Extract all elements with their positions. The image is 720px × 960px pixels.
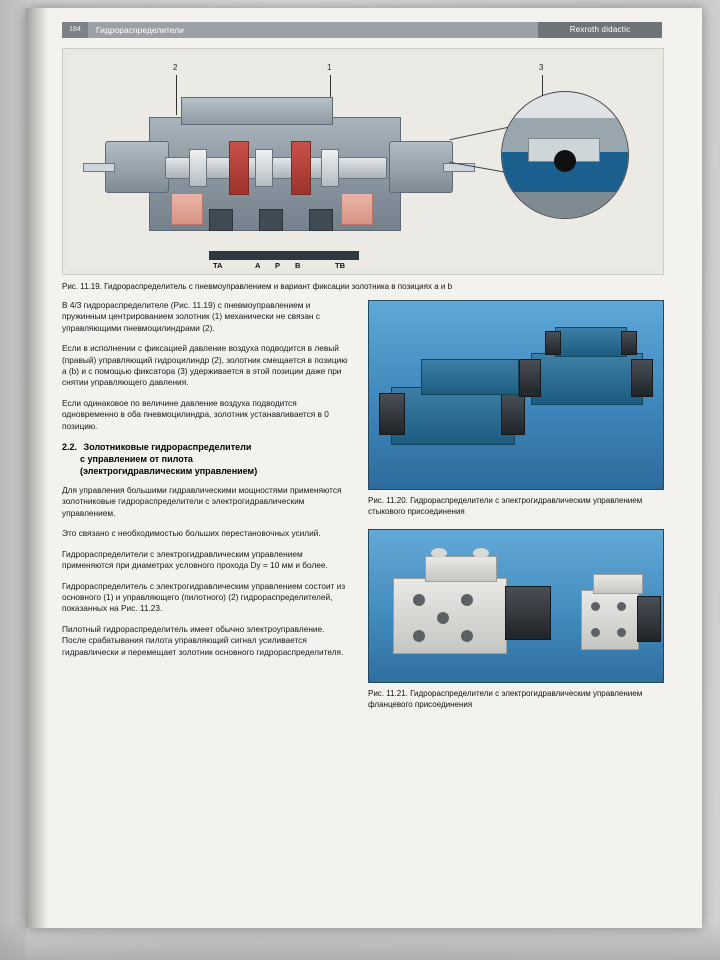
paragraph-7: Гидрораспределитель с электрогидравлическим управлением состоит из основного (1) и управляющего (пилотного) (2) гидрораспределителей, показанных на Рис. 11.23. xyxy=(62,580,346,614)
port-cavity-p xyxy=(259,209,283,231)
section-title-line3: (электрогидравлическим управлением) xyxy=(80,466,258,477)
callout-2: 2 xyxy=(173,63,178,72)
section-title-line2: с управлением от пилота xyxy=(80,454,193,465)
spool-land-1 xyxy=(189,149,207,187)
page-content xyxy=(62,22,662,912)
mount-hole-4 xyxy=(461,630,473,642)
seal-right xyxy=(341,193,373,225)
port-cavity-a xyxy=(209,209,233,231)
port-label-p: P xyxy=(275,261,281,270)
mount-hole-6 xyxy=(591,602,600,611)
port-fitting-1 xyxy=(431,548,447,558)
pilot-valve-2 xyxy=(555,327,627,357)
seal-left xyxy=(171,193,203,225)
paragraph-5: Это связано с необходимостью больших перестановочных усилий. xyxy=(62,528,321,539)
photo-11-20 xyxy=(368,300,664,490)
port-base-plate xyxy=(209,251,359,260)
solenoid-coil-right-2 xyxy=(631,359,653,397)
mount-hole-7 xyxy=(617,602,626,611)
port-label-a: A xyxy=(255,261,261,270)
photo-11-20-caption: Рис. 11.20. Гидрораспределители с электрогидравлическим управлением стыкового присоединения xyxy=(368,496,643,516)
port-fitting-2 xyxy=(473,548,489,558)
spool-land-2 xyxy=(255,149,273,187)
spool-land-3 xyxy=(321,149,339,187)
photo-11-21 xyxy=(368,529,664,683)
page-number: 184 xyxy=(62,22,88,38)
solenoid-coil-left-2 xyxy=(519,359,541,397)
flange-valve-body-2 xyxy=(581,590,639,650)
spring-chamber-left xyxy=(229,141,249,195)
callout-1: 1 xyxy=(327,63,332,72)
mount-hole-1 xyxy=(413,594,425,606)
solenoid-coil-flange-2 xyxy=(637,596,661,642)
paragraph-6: Гидрораспределители с электрогидравлическим управлением применяются при диаметрах условного прохода Dу = 10 мм и более. xyxy=(62,548,328,571)
detail-circle-3 xyxy=(501,91,629,219)
mount-hole-8 xyxy=(591,628,600,637)
piston-rod-left xyxy=(83,163,115,172)
paragraph-1: В 4/3 гидрораспределителе (Рис. 11.19) с пневмоуправлением и пружинным центрированием золотник (1) механически не связан с управляющими пневмоцилиндрами (2). xyxy=(62,300,320,333)
page-header xyxy=(62,22,662,38)
left-column xyxy=(62,300,350,667)
valve-top-cover xyxy=(181,97,333,125)
pilot-coil-right-2 xyxy=(621,331,637,355)
solenoid-coil-right-1 xyxy=(501,393,525,435)
section-heading xyxy=(62,441,350,477)
port-label-b: B xyxy=(295,261,301,270)
paragraph-3: Если одинаковое по величине давление воздуха подводится одновременно в оба пневмоцилиндра, золотник устанавливается в 0 позицию. xyxy=(62,397,329,431)
right-column xyxy=(368,300,662,710)
mount-hole-3 xyxy=(413,630,425,642)
mount-hole-2 xyxy=(461,594,473,606)
photo-11-21-caption: Рис. 11.21. Гидрораспределители с электрогидравлическим управлением фланцевого присоединения xyxy=(368,689,643,709)
valve-cross-section xyxy=(105,97,453,249)
solenoid-coil-left-1 xyxy=(379,393,405,435)
port-cavity-b xyxy=(309,209,333,231)
figure-11-19 xyxy=(62,48,664,275)
detail-detent-ball xyxy=(554,150,576,172)
port-label-ta: TA xyxy=(213,261,223,270)
brand-label: Rexroth didactic xyxy=(538,22,662,38)
mount-hole-5 xyxy=(437,612,449,624)
valve-photo-body-2 xyxy=(531,353,643,405)
solenoid-coil-flange-1 xyxy=(505,586,551,640)
pilot-valve-flange-2 xyxy=(593,574,643,594)
section-number: 2.2. xyxy=(62,442,78,453)
paragraph-4: Для управления большими гидравлическими мощностями применяются золотниковые гидрораспределители с электрогидравлическим управлением. xyxy=(62,485,342,518)
detail-connector-top xyxy=(450,127,509,140)
figure-11-19-caption: Рис. 11.19. Гидрораспределитель с пневмоуправлением и вариант фиксации золотника в позициях a и b xyxy=(62,282,453,291)
flange-valve-body-1 xyxy=(393,578,507,654)
detail-base xyxy=(502,192,628,218)
pilot-valve-1 xyxy=(421,359,519,395)
paragraph-2: Если в исполнении с фиксацией давление воздуха подводится в левый (правый) управляющий гидроцилиндр (2), золотник смещается в позицию a (b) и с помощью фиксатора (3) удерживается в этой позиции даже при снятии управляющего давления. xyxy=(62,343,348,388)
mount-hole-9 xyxy=(617,628,626,637)
spring-chamber-right xyxy=(291,141,311,195)
pilot-valve-flange-1 xyxy=(425,556,497,582)
figure-canvas xyxy=(69,55,657,268)
paragraph-8: Пилотный гидрораспределитель имеет обычно электроуправление. После срабатывания пилота управляющий сигнал усиливается гидравлически и перемещает золотник основного гидрораспределителя. xyxy=(62,623,344,657)
valve-photo-body-1 xyxy=(391,387,515,445)
book-page xyxy=(26,8,702,928)
chapter-title: Гидрораспределители xyxy=(96,25,184,35)
section-title-line1: Золотниковые гидрораспределители xyxy=(83,442,252,453)
pilot-coil-left-2 xyxy=(545,331,561,355)
port-label-tb: TB xyxy=(335,261,345,270)
callout-3: 3 xyxy=(539,63,544,72)
